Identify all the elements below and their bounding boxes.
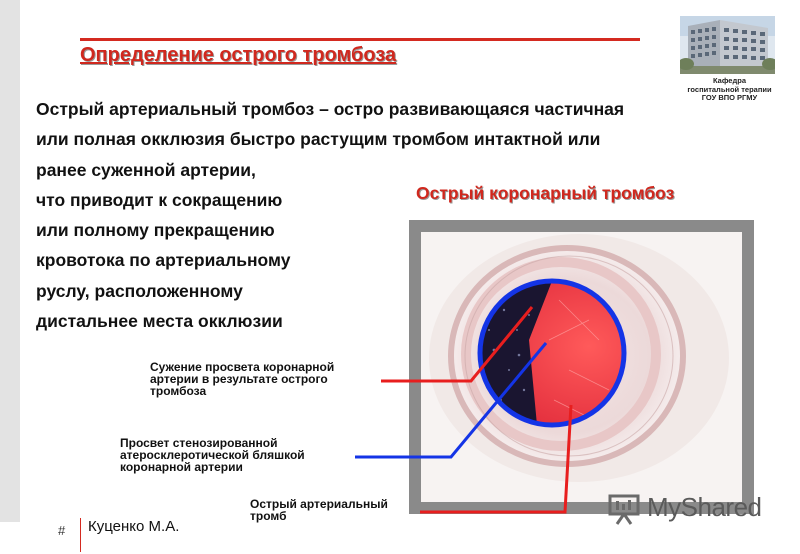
page-number: # [58,523,66,538]
department-caption [672,77,787,103]
label-line: коронарной артерии [120,460,243,474]
watermark [607,492,767,526]
department-line: ГОУ ВПО РГМУ [701,93,758,102]
left-sidebar-bar [0,0,20,522]
label-line: атеросклеротической бляшкой [120,448,305,462]
label-stenosed-lumen [120,437,305,473]
definition-line: дистальнее места окклюзии [36,311,283,332]
watermark-text: MyShared [647,492,762,522]
presentation-icon [607,492,641,526]
label-thrombus [250,498,388,522]
definition-line: кровотока по артериальному [36,250,291,271]
definition-line: Острый артериальный тромбоз – остро развивающаяся частичная [36,99,625,119]
label-line: Сужение просвета коронарной [150,360,335,374]
definition-line: или полному прекращению [36,220,275,241]
title-rule [80,38,640,41]
department-line: госпитальной терапии [687,84,772,94]
definition-line: или полная окклюзия быстро растущим тромбом интактной или [36,129,601,150]
definition-line: что приводит к сокращению [36,189,283,210]
subtitle: Острый коронарный тромбоз [416,183,675,203]
building-photo [680,16,775,74]
histology-image [409,220,754,514]
department-line: Кафедра [713,76,746,85]
label-line: Острый артериальный [250,497,388,511]
footer-rule [80,518,81,552]
author-name: Куценко М.А. [88,518,180,535]
slide-title: Определение острого тромбоза [80,44,397,66]
definition-line: ранее суженной артерии, [36,159,256,180]
label-line: артерии в результате острого [150,372,328,386]
label-line: тромб [250,509,287,523]
label-line: Просвет стенозированной [120,436,278,450]
label-line: тромбоза [150,384,207,398]
definition-line: руслу, расположенному [36,280,243,301]
label-narrowing [150,361,334,397]
